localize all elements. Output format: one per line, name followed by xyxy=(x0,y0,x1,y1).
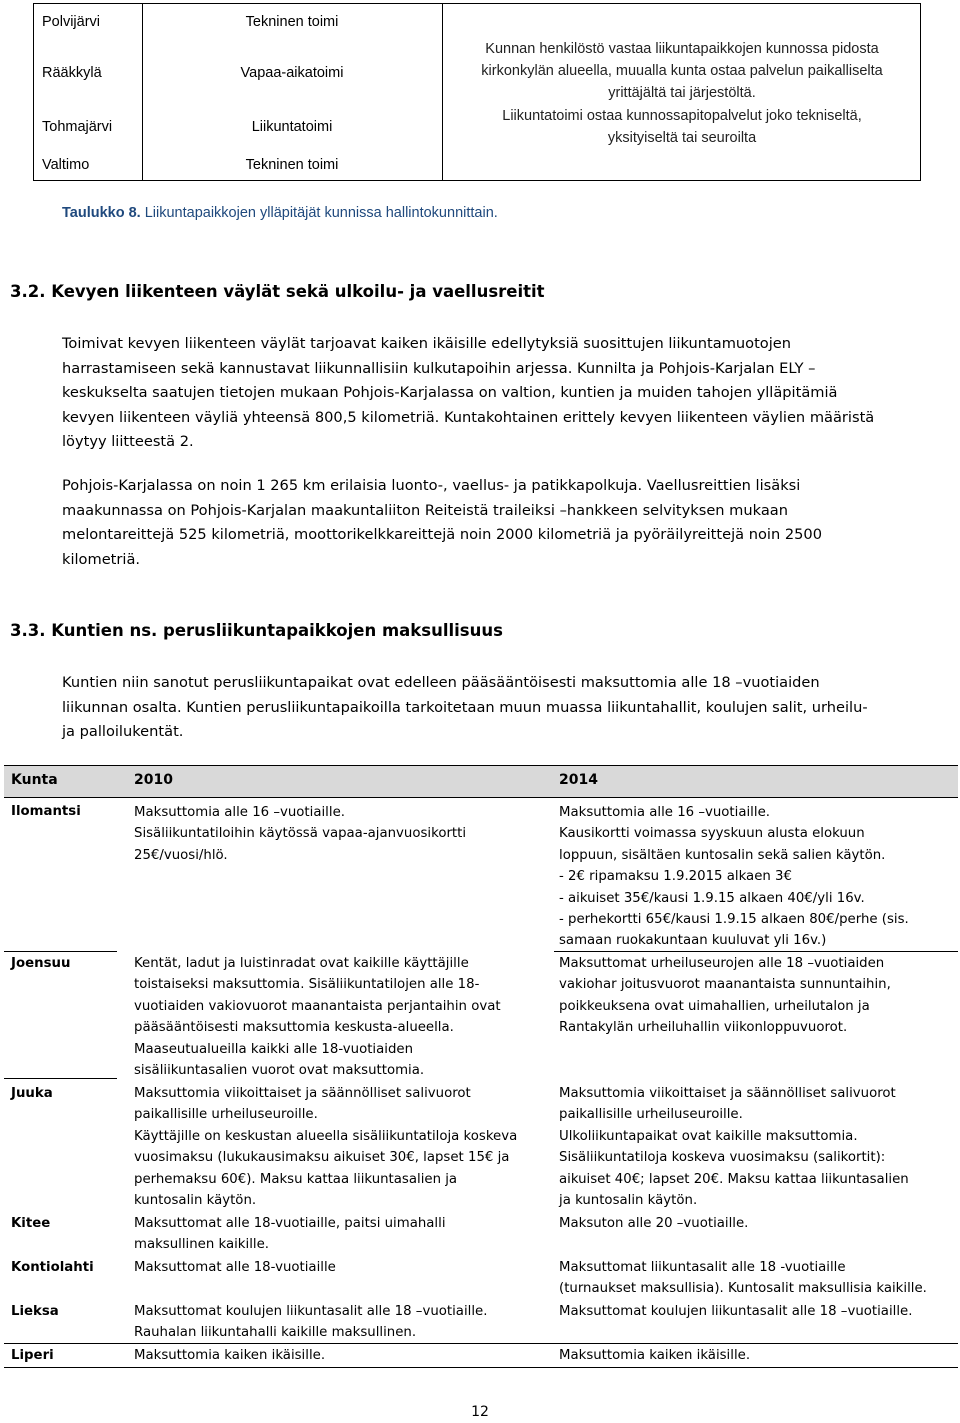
table-note-line: yksityiseltä tai seuroilta xyxy=(607,130,757,146)
cell-line: Maksuttomia viikoittaiset ja säännölliset salivuorot xyxy=(134,1086,471,1101)
cell-line: Käyttäjille on keskustan alueella sisäliikuntatiloja koskeva xyxy=(134,1128,518,1144)
row-2014-text xyxy=(559,1257,927,1300)
cell-line: Sisäliikuntatiloja koskeva vuosimaksu (salikortit): xyxy=(559,1150,886,1166)
row-2014-text xyxy=(559,1083,909,1211)
row-separator xyxy=(4,1343,958,1344)
cell-line: Maksuttomia kaiken ikäisille. xyxy=(559,1348,751,1363)
row-kunta: Kitee xyxy=(11,1216,51,1231)
row-2010-text xyxy=(134,802,466,866)
row-2010-text xyxy=(134,1083,517,1211)
table-note-line: kirkonkylän alueella, muualla kunta ostaa palvelun paikalliselta xyxy=(481,63,883,79)
paragraph-line: Pohjois-Karjalassa on noin 1 265 km erilaisia luonto-, vaellus- ja patikkapolkuja. Vaellusreittien lisäksi xyxy=(62,477,801,494)
table-header-row xyxy=(4,765,958,798)
paragraph-line: Toimivat kevyen liikenteen väylät tarjoavat kaiken ikäisille edellytyksiä suosittujen liikuntamuotojen xyxy=(62,335,792,352)
cell-line: maksullinen kaikille. xyxy=(134,1237,270,1253)
cell-line: Maksuttomat alle 18-vuotiaille xyxy=(134,1260,336,1275)
cell-line: Ulkoliikuntapaikat ovat kaikille maksuttomia. xyxy=(559,1128,858,1144)
cell-line: loppuun, sisältäen kuntosalin sekä salien käytön. xyxy=(559,847,886,863)
row-2010-text xyxy=(134,1213,446,1256)
table-cell-kunta: Polvijärvi xyxy=(42,14,101,30)
cell-line: Rantakylän urheiluhallin viikonloppuvuorot. xyxy=(559,1020,848,1036)
paragraph-line: maakunnassa on Pohjois-Karjalan maakuntaliiton Reiteistä traileiksi –hankkeen selvityksen mukaan xyxy=(62,501,788,519)
row-2014-text xyxy=(559,1213,748,1234)
row-2014-text xyxy=(559,1345,750,1366)
cell-line: Kentät, ladut ja luistinradat ovat kaikille käyttäjille xyxy=(134,956,469,971)
table-cell-kunta: Rääkkylä xyxy=(42,65,102,81)
row-separator xyxy=(4,951,117,952)
cell-line: kuntosalin käytön. xyxy=(134,1193,257,1209)
paragraph-line: kevyen liikenteen väyliä yhteensä 800,5 kilometriä. Kuntakohtainen erittely kevyen liikenteen väylien määristä xyxy=(62,408,875,426)
paragraph xyxy=(62,671,922,745)
cell-line: (turnaukset maksullisia). Kuntosalit maksullisia kaikille. xyxy=(559,1281,927,1297)
paragraph-line: Kuntien niin sanotut perusliikuntapaikat ovat edelleen pääsääntöisesti maksuttomia alle 18 –vuotiaiden xyxy=(62,674,820,691)
paragraph-line: ja palloilukentät. xyxy=(62,723,184,741)
cell-line: - aikuiset 35€/kausi 1.9.15 alkaen 40€/yli 16v. xyxy=(559,890,865,906)
caption-text: Liikuntapaikkojen ylläpitäjät kunnissa hallintokunnittain. xyxy=(140,205,498,221)
row-2010-text xyxy=(134,1257,336,1278)
table-cell-vastuu: Liikuntatoimi xyxy=(251,119,333,135)
row-separator xyxy=(4,1078,117,1079)
fees-table xyxy=(4,765,958,1369)
paragraph xyxy=(62,332,922,455)
table-caption xyxy=(62,205,498,221)
paragraph-line: melontareittejä 525 kilometriä, moottorikelkkareittejä noin 2000 kilometriä ja pyöräilyreittejä noin 2500 xyxy=(62,526,822,544)
table-note-line: yrittäjältä tai järjestöltä. xyxy=(608,85,756,101)
cell-line: vuosimaksu (lukukausimaksu aikuiset 30€, lapset 15€ ja xyxy=(134,1150,510,1166)
row-kunta: Ilomantsi xyxy=(11,804,81,819)
cell-line: aikuiset 40€; lapset 20€. Maksu kattaa liikuntasalien xyxy=(559,1171,909,1187)
cell-line: Maksuttomia alle 16 –vuotiaille. xyxy=(134,805,345,820)
cell-line: samaan ruokakuntaan kuuluvat yli 16v.) xyxy=(559,933,827,949)
row-kunta: Lieksa xyxy=(11,1304,59,1319)
cell-line: - 2€ ripamaksu 1.9.2015 alkaen 3€ xyxy=(559,869,792,885)
maintainers-table xyxy=(33,3,921,181)
cell-line: poikkeuksena ovat uimahallien, urheilutalon ja xyxy=(559,998,870,1014)
cell-line: Kausikortti voimassa syyskuun alusta elokuun xyxy=(559,826,865,842)
header-2014: 2014 xyxy=(559,772,598,788)
row-2014-text xyxy=(559,953,891,1039)
section-heading: 3.2. Kevyen liikenteen väylät sekä ulkoilu- ja vaellusreitit xyxy=(10,282,545,301)
cell-line: sisäliikuntasalien vuorot ovat maksuttomia. xyxy=(134,1063,425,1079)
page-number: 12 xyxy=(471,1404,489,1420)
cell-line: Sisäliikuntatiloihin käytössä vapaa-ajanvuosikortti xyxy=(134,826,467,842)
cell-line: Maksuttomat koulujen liikuntasalit alle 18 –vuotiaille. xyxy=(559,1304,913,1319)
paragraph-line: löytyy liitteestä 2. xyxy=(62,433,194,451)
row-2010-text xyxy=(134,1345,325,1366)
cell-line: - perhekortti 65€/kausi 1.9.15 alkaen 80€/perhe (sis. xyxy=(559,912,909,928)
row-2010-text xyxy=(134,1301,487,1344)
table-cell-vastuu: Tekninen toimi xyxy=(245,157,339,173)
cell-line: Maksuttomat urheiluseurojen alle 18 –vuotiaiden xyxy=(559,956,885,971)
row-kunta: Liperi xyxy=(11,1348,54,1363)
paragraph-line: harrastamiseen sekä kannustavat liikunnallisiin kulkutapoihin arjessa. Kunnilta ja Pohjois-Karjalan ELY – xyxy=(62,359,816,377)
section-heading: 3.3. Kuntien ns. perusliikuntapaikkojen maksullisuus xyxy=(10,621,503,640)
cell-line: vuotiaiden vakiovuorot maanantaista perjantaihin ovat xyxy=(134,998,501,1014)
table-bottom-border xyxy=(4,1367,958,1368)
row-separator xyxy=(554,951,958,952)
cell-line: Maksuttomia alle 16 –vuotiaille. xyxy=(559,805,770,820)
row-kunta: Juuka xyxy=(11,1086,53,1101)
cell-line: Maksuton alle 20 –vuotiaille. xyxy=(559,1216,749,1231)
cell-line: toistaiseksi maksuttomia. Sisäliikuntatilojen alle 18- xyxy=(134,977,480,993)
row-kunta: Joensuu xyxy=(11,956,71,971)
table-cell-vastuu: Tekninen toimi xyxy=(245,14,339,30)
cell-line: paikallisille urheiluseuroille. xyxy=(134,1107,318,1123)
cell-line: Maksuttomia viikoittaiset ja säännölliset salivuorot xyxy=(559,1086,896,1101)
row-kunta: Kontiolahti xyxy=(11,1260,94,1275)
header-kunta: Kunta xyxy=(11,772,58,788)
cell-line: Rauhalan liikuntahalli kaikille maksullinen. xyxy=(134,1325,417,1341)
cell-line: Maksuttomat alle 18-vuotiaille, paitsi uimahalli xyxy=(134,1216,446,1231)
table-cell-vastuu: Vapaa-aikatoimi xyxy=(240,65,344,81)
row-2014-text xyxy=(559,802,909,952)
cell-line: 25€/vuosi/hlö. xyxy=(134,847,228,863)
paragraph-line: keskukselta saatujen tietojen mukaan Pohjois-Karjalassa on valtion, kuntien ja muiden tahojen ylläpitämiä xyxy=(62,384,838,402)
table-note-line: Liikuntatoimi ostaa kunnossapitopalvelut joko tekniseltä, xyxy=(502,108,862,124)
header-2010: 2010 xyxy=(134,772,173,788)
cell-line: paikallisille urheiluseuroille. xyxy=(559,1107,743,1123)
cell-line: perhemaksu 60€). Maksu kattaa liikuntasalien ja xyxy=(134,1171,458,1187)
cell-line: Maaseutualueilla kaikki alle 18-vuotiaiden xyxy=(134,1041,414,1057)
cell-line: pääsääntöisesti maksuttomia keskusta-alueella. xyxy=(134,1020,454,1036)
paragraph-line: liikunnan osalta. Kuntien perusliikuntapaikoilla tarkoitetaan muun muassa liikuntahallit, koulujen salit, urheilu- xyxy=(62,698,868,716)
cell-line: ja kuntosalin käytön. xyxy=(559,1193,698,1209)
row-2014-text xyxy=(559,1301,912,1322)
table-cell-kunta: Valtimo xyxy=(42,157,90,173)
paragraph-line: kilometriä. xyxy=(62,550,141,568)
row-2010-text xyxy=(134,953,501,1081)
table-cell-kunta: Tohmajärvi xyxy=(42,119,113,135)
cell-line: Maksuttomat koulujen liikuntasalit alle 18 –vuotiaille. xyxy=(134,1304,488,1319)
cell-line: vakiohar joitusvuorot maanantaista sunnuntaihin, xyxy=(559,977,891,993)
caption-label: Taulukko 8. xyxy=(62,205,141,221)
paragraph xyxy=(62,474,922,572)
cell-line: Maksuttomia kaiken ikäisille. xyxy=(134,1348,326,1363)
cell-line: Maksuttomat liikuntasalit alle 18 -vuotiaille xyxy=(559,1260,846,1275)
table-note-line: Kunnan henkilöstö vastaa liikuntapaikkojen kunnossa pidosta xyxy=(485,41,879,57)
